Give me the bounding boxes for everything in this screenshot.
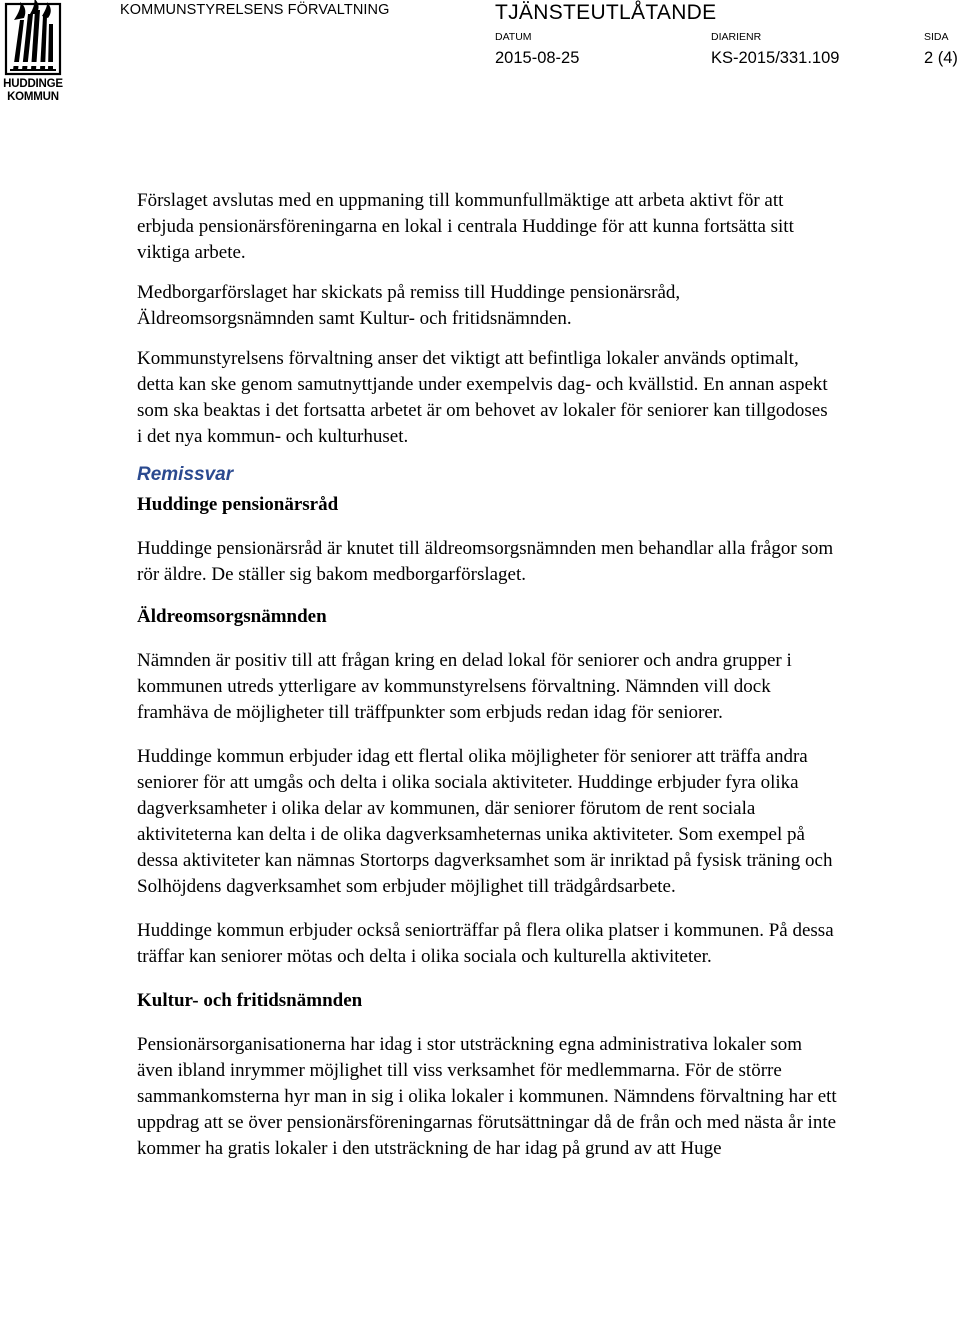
- subheading-kultur-fritid: Kultur- och fritidsnämnden: [137, 990, 363, 1011]
- paragraph: Förslaget avslutas med en uppmaning till kommunfullmäktige att arbeta aktivt för att erbjuda pensionärsföreningarna en lokal i centrala Huddinge för att kunna fortsätta sitt viktiga arbete.: [137, 190, 794, 263]
- paragraph: Pensionärsorganisationerna har idag i stor utsträckning egna administrativa lokaler som även ibland inrymmer möjlighet till viss verksamhet för medlemmarna. För de större sammankomsterna hyr man in sig i olika lokaler i kommunen. Nämndens förvaltning har ett uppdrag att se över pensionärsföreningarnas förutsättningar då de från och med nästa år inte kommer ha gratis lokaler i den utsträckning de har idag på grund av att Huge: [137, 1034, 837, 1159]
- logo-line-1: HUDDINGE: [3, 78, 63, 90]
- paragraph: Huddinge kommun erbjuder idag ett flertal olika möjligheter för seniorer att träffa andra seniorer för att umgås och delta i olika sociala aktiviteter. Huddinge erbjuder fyra olika dagverksamheter i olika delar av kommunen, där seniorer förutom de rent sociala aktiviteterna kan delta i de olika dagverksamheternas unika aktiviteter. Som exempel på dessa aktiviteter kan nämnas Stortorps dagverksamhet som är inriktad på fysisk träning och Solhöjdens dagverksamhet som erbjuder möjlighet till trädgårdsarbete.: [137, 746, 833, 897]
- crest-icon: [0, 0, 66, 78]
- ref-label: DIARIENR: [711, 31, 762, 43]
- date-label: DATUM: [495, 31, 532, 43]
- document-type: TJÄNSTEUTLÅTANDE: [495, 1, 717, 24]
- page-label: SIDA: [924, 31, 949, 43]
- page-value: 2 (4): [924, 49, 958, 67]
- huddinge-kommun-logo: [0, 0, 66, 108]
- ref-value: KS-2015/331.109: [711, 49, 840, 67]
- document-body: [137, 188, 837, 1162]
- section-heading-remissvar: Remissvar: [137, 464, 234, 485]
- organization-name: KOMMUNSTYRELSENS FÖRVALTNING: [120, 2, 390, 18]
- paragraph: Kommunstyrelsens förvaltning anser det viktigt att befintliga lokaler används optimalt, detta kan ske genom samutnyttjande under exempelvis dag- och kvällstid. En annan aspekt som ska beaktas i det fortsatta arbetet är om behovet av lokaler för seniorer kan tillgodoses i det nya kommun- och kulturhuset.: [137, 348, 828, 447]
- subheading-aldreomsorgsnamnden: Äldreomsorgsnämnden: [137, 606, 327, 627]
- logo-line-2: KOMMUN: [7, 91, 59, 103]
- paragraph: Huddinge kommun erbjuder också seniorträffar på flera olika platser i kommunen. På dessa träffar kan seniorer mötas och delta i olika sociala och kulturella aktiviteter.: [137, 920, 834, 967]
- paragraph: Nämnden är positiv till att frågan kring en delad lokal för seniorer och andra grupper i kommunen utreds ytterligare av kommunstyrelsens förvaltning. Nämnden vill dock framhäva de möjligheter till träffpunkter som erbjuds redan idag för seniorer.: [137, 650, 792, 723]
- subheading-pensionarsrad: Huddinge pensionärsråd: [137, 494, 339, 515]
- paragraph: Medborgarförslaget har skickats på remiss till Huddinge pensionärsråd, Äldreomsorgsnämnden samt Kultur- och fritidsnämnden.: [137, 282, 681, 329]
- date-value: 2015-08-25: [495, 49, 580, 67]
- logo-wordmark: [0, 78, 66, 104]
- paragraph: Huddinge pensionärsråd är knutet till äldreomsorgsnämnden men behandlar alla frågor som rör äldre. De ställer sig bakom medborgarförslaget.: [137, 538, 834, 585]
